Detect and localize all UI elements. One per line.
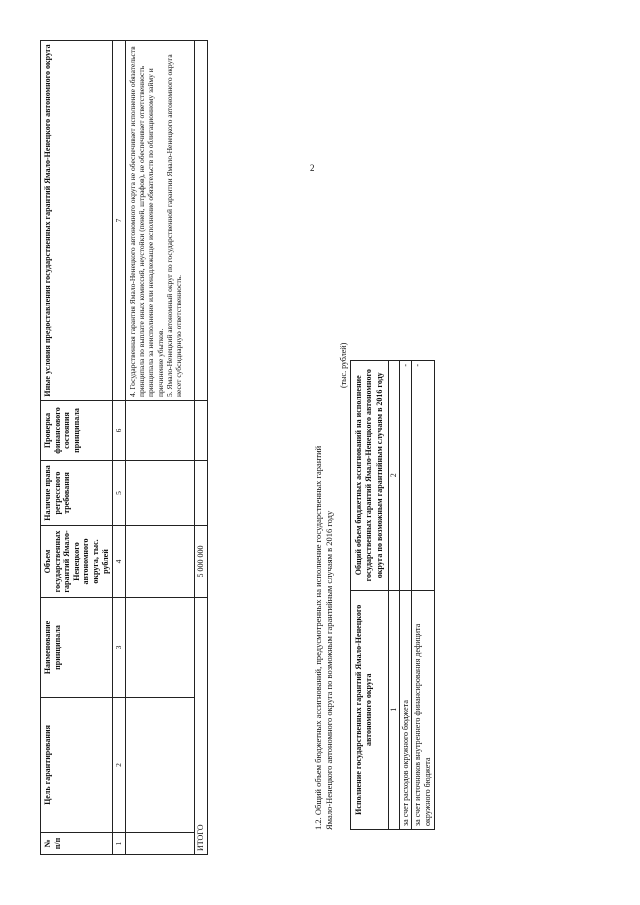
appropriations-table: [350, 360, 435, 830]
header-other-conditions: Иные условия предоставления государственных гарантий Ямало-Ненецкого автономного округа: [41, 41, 113, 401]
header-principal: Наименование принципала: [41, 598, 113, 698]
condition-5: 5. Ямало-Ненецкий автономный округ по государственной гарантии Ямало-Ненецкого автономного округа несет субсидиарную ответственность.: [165, 54, 184, 397]
condition-4: 4. Государственная гарантия Ямало-Ненецкого автономного округа не обеспечивает исполнение обязательств принципала по выплате иных комиссий, неустойки (пеней, штрафов), не обеспечивает ответственность принципала за неисполнение или ненадлежащее исполнение обязательств по облигационному займу и причинение убытков.: [127, 46, 165, 397]
row-label: за счет источников внутреннего финансирования дефицита окружного бюджета: [412, 590, 434, 829]
row-value: -: [412, 361, 434, 591]
section-1-2-line2: Ямало-Ненецкого автономного округа по возможным гарантийным случаям в 2016 году: [324, 510, 335, 830]
header-financial-check: Проверка финансового состояния принципала: [41, 401, 113, 461]
row-value: -: [399, 361, 412, 591]
col-num-1: 1: [389, 590, 400, 829]
col-num-4: 4: [113, 526, 125, 598]
table-header-row: [351, 361, 389, 830]
total-label: ИТОГО: [194, 598, 207, 855]
table-row: [399, 361, 412, 830]
page-number: 2: [310, 163, 315, 173]
other-conditions-cell: [125, 41, 194, 401]
table-row: [125, 41, 194, 855]
col-num-1: 1: [113, 833, 125, 855]
header-execution: Исполнение государственных гарантий Ямало-Ненецкого автономного округа: [351, 590, 389, 829]
col-num-6: 6: [113, 401, 125, 461]
column-number-row: [389, 361, 400, 830]
header-number: № п/п: [41, 833, 113, 855]
col-num-3: 3: [113, 598, 125, 698]
table-header-row: [41, 41, 113, 855]
column-number-row: [113, 41, 125, 855]
section-1-2-line1: 1.2. Общий объем бюджетных ассигнований, предусмотренных на исполнение государственных гарантий: [313, 445, 323, 830]
header-total-appropriations: Общий объем бюджетных ассигнований на исполнение государственных гарантий Ямало-Ненецкого автономного округа по возможным гарантийным случаям в 2016 году: [351, 361, 389, 591]
total-row: [194, 41, 207, 855]
guarantees-table: [40, 40, 208, 855]
section-1-2-heading: [313, 330, 335, 830]
table-row: [412, 361, 434, 830]
col-num-7: 7: [113, 41, 125, 401]
header-volume: Объем государственных гарантий Ямало-Ненецкого автономного округа, тыс. рублей: [41, 526, 113, 598]
total-value: 5 000 000: [194, 526, 207, 598]
header-recourse: Наличие права регрессного требования: [41, 461, 113, 526]
header-goal: Цель гарантирования: [41, 698, 113, 833]
col-num-2: 2: [389, 361, 400, 591]
rotated-page-content: [40, 45, 600, 855]
col-num-2: 2: [113, 698, 125, 833]
col-num-5: 5: [113, 461, 125, 526]
unit-label: (тыс. рублей): [339, 342, 348, 388]
row-label: за счет расходов окружного бюджета: [399, 590, 412, 829]
